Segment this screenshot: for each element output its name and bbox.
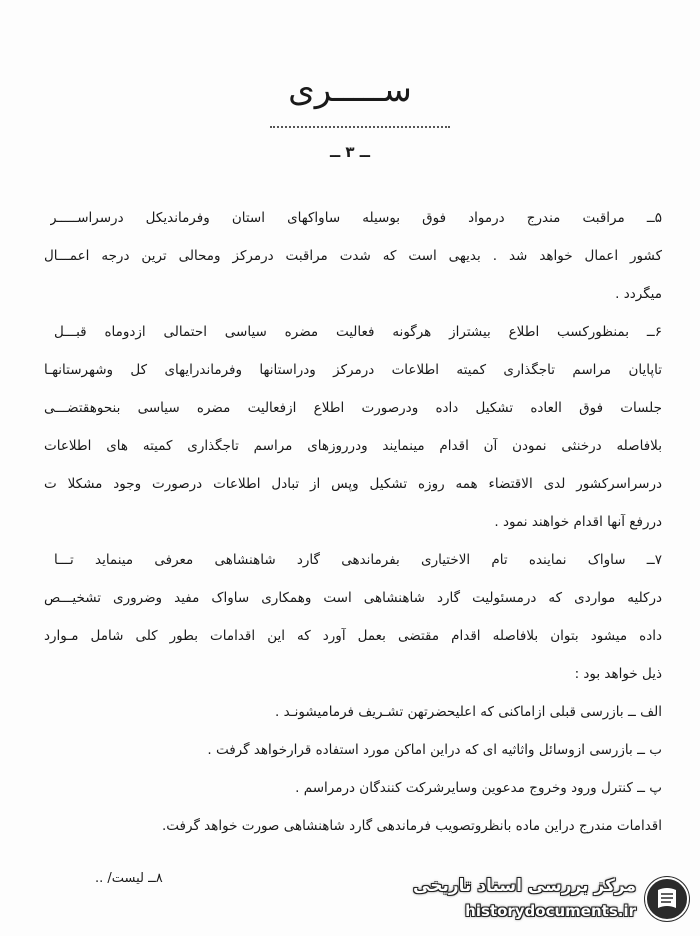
text-line-3: میگردد . bbox=[615, 286, 662, 302]
header-underline bbox=[270, 126, 450, 128]
text-line-closing: اقدامات مندرج دراین ماده بانظروتصویب فرماندهی گارد شاهنشاهی صورت خواهد گرفت. bbox=[162, 818, 662, 834]
scroll-logo-icon bbox=[644, 876, 690, 922]
list-item-pe: پ ــ کنترل ورود وخروج مدعوین وسایرشرکت کنندگان درمراسم . bbox=[295, 780, 662, 796]
watermark-logo bbox=[410, 872, 696, 932]
watermark-title: مرکز بررسی اسناد تاریخی bbox=[413, 876, 636, 896]
list-item-alef: الف ــ بازرسی قبلی ازاماکنی که اعلیحضرتهن تشـریف فرمامیشونـد . bbox=[275, 704, 662, 720]
text-line-12: داده میشود بتوان بلافاصله اقدام مقتضی بعمل آورد که این اقدامات بطور کلی شامل مـوارد bbox=[44, 628, 662, 644]
text-line-8: درسراسرکشور لدی الاقتضاء همه روزه تشکیل وپس از تبادل اطلاعات درصورت وجود مشکلا ت bbox=[44, 476, 662, 492]
text-line-11: درکلیه مواردی که درمسئولیت گارد شاهنشاهی است وهمکاری ساواک مفید وضروری تشخیـــص bbox=[44, 590, 662, 606]
text-line-10: ۷ــ ساواک نماینده تام الاختیاری بفرماندهی گارد شاهنشاهی معرفی مینماید تـــا bbox=[54, 552, 662, 568]
list-item-be: ب ــ بازرسی ازوسائل واثاثیه ای که دراین اماکن مورد استفاده قرارخواهد گرفت . bbox=[207, 742, 662, 758]
page-number: ــ ۳ ــ bbox=[329, 143, 371, 161]
text-line-1: ۵ــ مراقبت مندرج درمواد فوق بوسیله ساواکهای استان وفرماندیکل درسراســـــر bbox=[50, 210, 662, 226]
text-line-2: کشور اعمال خواهد شد . بدیهی است که شدت مراقبت درمرکز ومحالی ترین درجه اعمـــال bbox=[44, 248, 662, 264]
text-line-5: تاپایان مراسم تاجگذاری کمیته اطلاعات درمرکز ودراستانها وفرماندرایهای کل وشهرستانهـا bbox=[44, 362, 662, 378]
watermark-url: historydocuments.ir bbox=[465, 902, 636, 920]
text-line-7: بلافاصله درخنثی نمودن آن اقدام مینمایند ودرروزهای مراسم تاجگذاری کمیته های اطلاعات bbox=[44, 438, 662, 454]
footer-continuation: ۸ــ لیست/ .. bbox=[95, 871, 163, 886]
text-line-13: ذیل خواهد بود : bbox=[574, 666, 662, 682]
classification-header bbox=[230, 70, 470, 140]
text-line-6: جلسات فوق العاده تشکیل داده ودرصورت اطلاع ازفعالیت مضره سیاسی بنحوهقتضـــی bbox=[44, 400, 662, 416]
classification-label: ســـــری bbox=[288, 70, 412, 110]
text-line-4: ۶ــ بمنظورکسب اطلاع بیشتراز هرگونه فعالیت مضره سیاسی احتمالی ازدوماه قبـــل bbox=[54, 324, 662, 340]
text-line-9: دررفع آنها اقدام خواهند نمود . bbox=[494, 514, 662, 530]
